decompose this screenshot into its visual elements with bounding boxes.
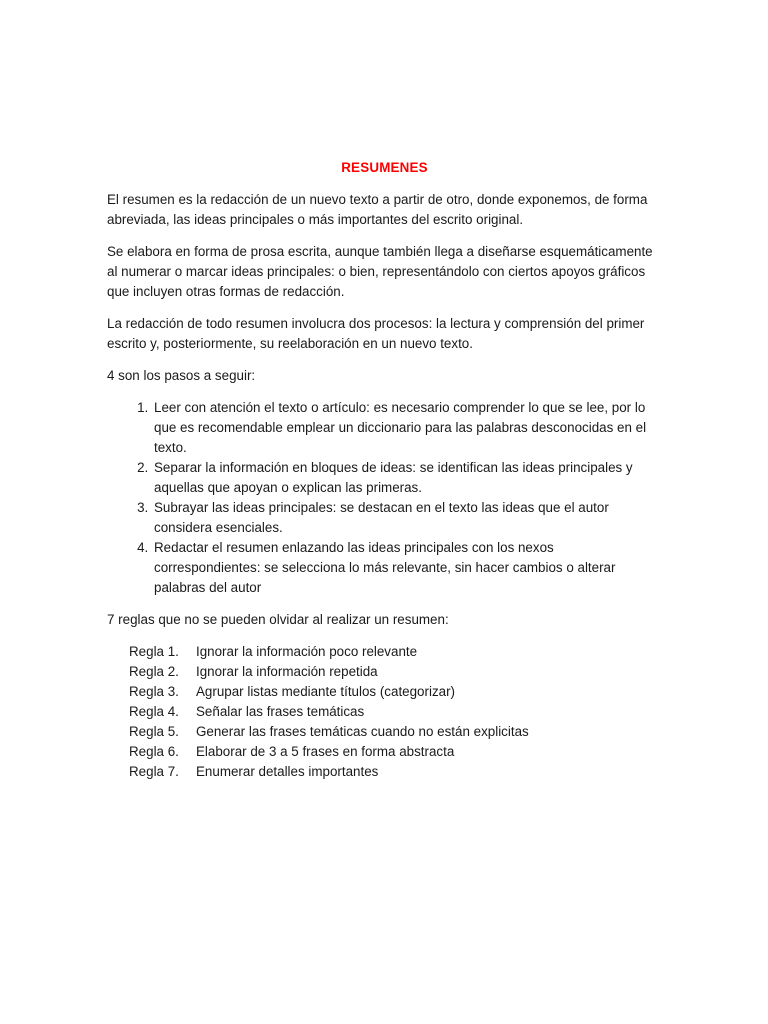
rule-label: Regla 4. [129, 704, 179, 719]
step-item: 4. Redactar el resumen enlazando las ideas principales con los nexos correspondientes: se selecciona lo más relevante, sin hacer cambios o alterar palabras del autor [152, 538, 662, 598]
rule-label: Regla 1. [129, 644, 179, 659]
rule-label: Regla 2. [129, 664, 179, 679]
rule-text: Ignorar la información repetida [196, 664, 378, 679]
steps-intro: 4 son los pasos a seguir: [107, 368, 256, 383]
rule-text: Enumerar detalles importantes [196, 764, 379, 779]
rule-text: Elaborar de 3 a 5 frases en forma abstracta [196, 744, 455, 759]
rules-intro: 7 reglas que no se pueden olvidar al realizar un resumen: [107, 612, 449, 627]
rule-label: Regla 5. [129, 724, 179, 739]
rule-item [129, 642, 662, 662]
paragraph-processes: La redacción de todo resumen involucra dos procesos: la lectura y comprensión del primer escrito y, posteriormente, su reelaboración en un nuevo texto. [107, 316, 645, 351]
rule-item [129, 742, 662, 762]
paragraph-format: Se elabora en forma de prosa escrita, aunque también llega a diseñarse esquemáticamente al numerar o marcar ideas principales: o bien, representándolo con ciertos apoyos gráficos que incluyen otras formas de redacción. [107, 244, 653, 299]
rules-list [107, 642, 662, 782]
rule-item [129, 662, 662, 682]
document-body [107, 158, 662, 782]
steps-list [107, 398, 662, 598]
rule-text: Señalar las frases temáticas [196, 704, 365, 719]
document-title: RESUMENES [341, 160, 428, 175]
rule-label: Regla 7. [129, 764, 179, 779]
rule-text: Ignorar la información poco relevante [196, 644, 418, 659]
step-item: 3. Subrayar las ideas principales: se destacan en el texto las ideas que el autor considera esenciales. [152, 498, 662, 538]
rule-item [129, 722, 662, 742]
rule-label: Regla 6. [129, 744, 179, 759]
rule-label: Regla 3. [129, 684, 179, 699]
rule-item [129, 762, 662, 782]
rule-text: Agrupar listas mediante títulos (categorizar) [196, 684, 455, 699]
rule-item [129, 702, 662, 722]
paragraph-definition: El resumen es la redacción de un nuevo texto a partir de otro, donde exponemos, de forma abreviada, las ideas principales o más importantes del escrito original. [107, 192, 648, 227]
rule-text: Generar las frases temáticas cuando no están explicitas [196, 724, 529, 739]
step-item: 1. Leer con atención el texto o artículo: es necesario comprender lo que se lee, por lo que es recomendable emplear un diccionario para las palabras desconocidas en el texto. [152, 398, 662, 458]
rule-item [129, 682, 662, 702]
step-item: 2. Separar la información en bloques de ideas: se identifican las ideas principales y aquellas que apoyan o explican las primeras. [152, 458, 662, 498]
